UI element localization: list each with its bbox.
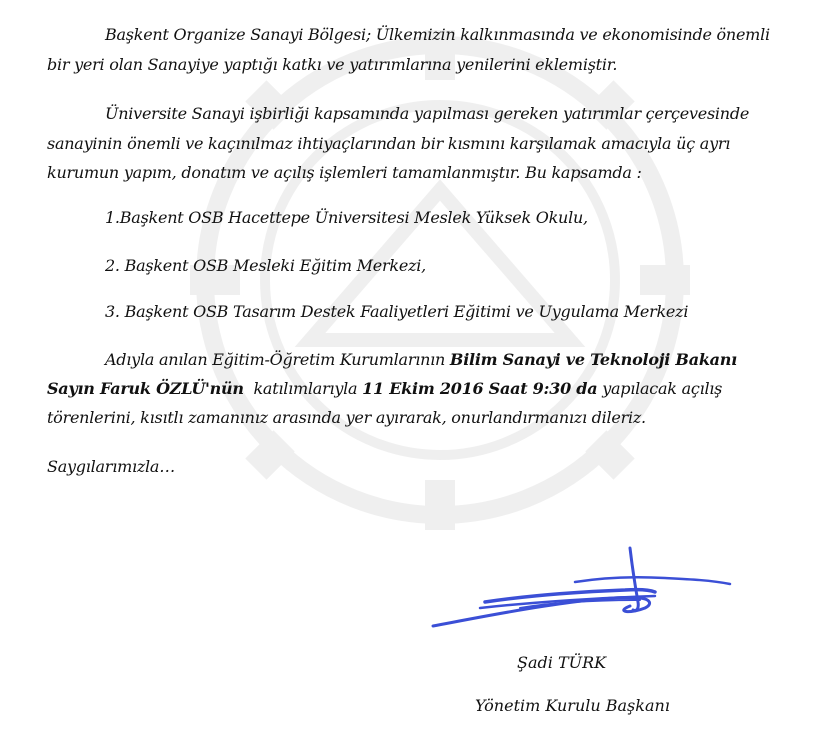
- paragraph-1-line-1: Başkent Organize Sanayi Bölgesi; Ülkemizin kalkınmasında ve ekonomisinde önemli: [105, 25, 770, 44]
- paragraph-3-text: Adıyla anılan Eğitim-Öğretim Kurumlarının: [105, 350, 450, 369]
- paragraph-3-line-2: [47, 379, 722, 399]
- paragraph-2-line-3: kurumun yapım, donatım ve açılış işlemleri tamamlanmıştır. Bu kapsamda :: [47, 163, 642, 182]
- paragraph-3-text: yapılacak açılış: [597, 379, 723, 398]
- minister-title: Bilim Sanayi ve Teknoloji Bakanı: [449, 350, 737, 369]
- handwritten-signature: [425, 540, 745, 635]
- emblem-watermark: [190, 10, 690, 550]
- closing-text: Saygılarımızla…: [47, 457, 175, 476]
- paragraph-2-line-2: sanayinin önemli ve kaçınılmaz ihtiyaçlarından bir kısmını karşılamak amacıyla üç ayrı: [47, 134, 731, 153]
- paragraph-2-line-1: Üniversite Sanayi işbirliği kapsamında yapılması gereken yatırımlar çerçevesinde: [105, 104, 750, 123]
- paragraph-3-line-1: [105, 350, 737, 370]
- list-item: 3. Başkent OSB Tasarım Destek Faaliyetleri Eğitimi ve Uygulama Merkezi: [105, 302, 689, 321]
- event-datetime: 11 Ekim 2016 Saat 9:30 da: [362, 379, 598, 398]
- signatory-title: Yönetim Kurulu Başkanı: [475, 696, 670, 715]
- list-item: 2. Başkent OSB Mesleki Eğitim Merkezi,: [105, 256, 426, 275]
- paragraph-3-line-3: törenlerini, kısıtlı zamanınız arasında yer ayırarak, onurlandırmanızı dileriz.: [47, 408, 646, 427]
- list-item: 1.Başkent OSB Hacettepe Üniversitesi Meslek Yüksek Okulu,: [105, 208, 588, 227]
- minister-name: Sayın Faruk ÖZLÜ'nün: [47, 379, 244, 398]
- paragraph-1-line-2: bir yeri olan Sanayiye yaptığı katkı ve yatırımlarına yenilerini eklemiştir.: [47, 55, 618, 74]
- signatory-name: Şadi TÜRK: [517, 653, 607, 672]
- paragraph-3-text: katılımlarıyla: [243, 379, 363, 398]
